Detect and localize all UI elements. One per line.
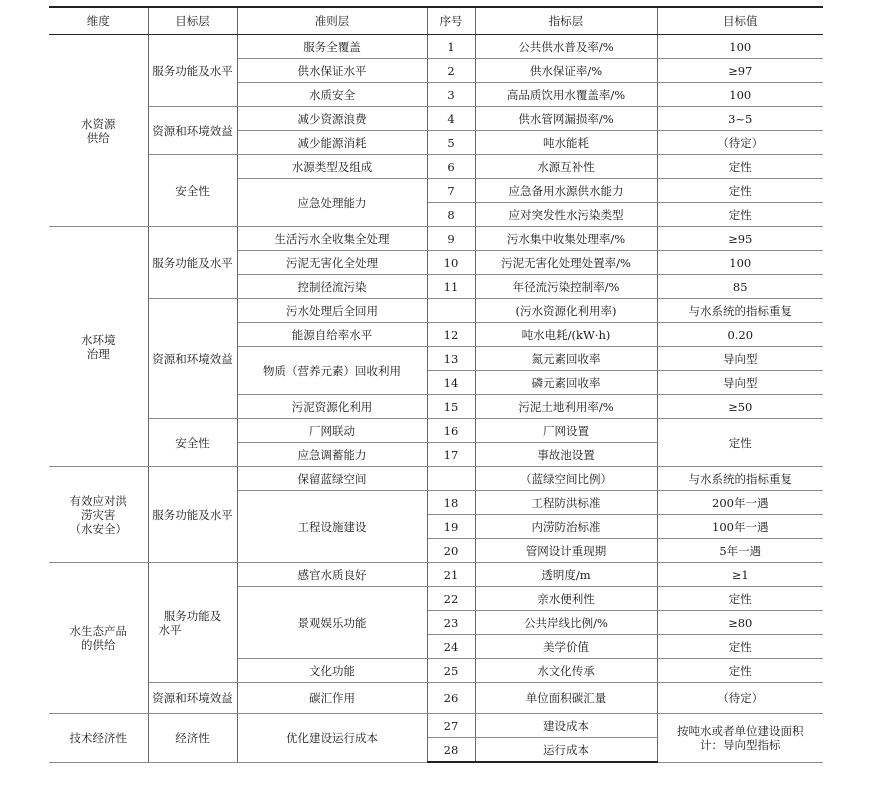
target-cell: 定性 bbox=[657, 635, 823, 659]
dimension-line: 治理 bbox=[86, 346, 110, 361]
criterion-cell: 供水保证水平 bbox=[237, 59, 427, 83]
indicator-cell: 磷元素回收率 bbox=[475, 371, 657, 395]
indicator-cell: 建设成本 bbox=[475, 714, 657, 738]
target-cell: ≥1 bbox=[657, 563, 823, 587]
seq-cell: 22 bbox=[427, 587, 475, 611]
criterion-cell: 减少能源消耗 bbox=[237, 131, 427, 155]
target-cell: 与水系统的指标重复 bbox=[657, 299, 823, 323]
header-dimension: 维度 bbox=[49, 7, 148, 35]
indicator-cell: 供水保证率/% bbox=[475, 59, 657, 83]
indicator-cell: 厂网设置 bbox=[475, 419, 657, 443]
criterion-cell: 工程设施建设 bbox=[237, 491, 427, 563]
seq-cell: 1 bbox=[427, 35, 475, 59]
dimension-cell bbox=[49, 714, 148, 763]
target-cell: 100年一遇 bbox=[657, 515, 823, 539]
criterion-cell: 文化功能 bbox=[237, 659, 427, 683]
indicator-cell: 运行成本 bbox=[475, 738, 657, 763]
dimension-line: 技术经济性 bbox=[69, 730, 127, 745]
indicator-cell: 高品质饮用水覆盖率/% bbox=[475, 83, 657, 107]
indicator-cell: 事故池设置 bbox=[475, 443, 657, 467]
criterion-cell: 物质（营养元素）回收利用 bbox=[237, 347, 427, 395]
seq-cell: 23 bbox=[427, 611, 475, 635]
header-target-value: 目标值 bbox=[657, 7, 823, 35]
criterion-cell: 优化建设运行成本 bbox=[237, 714, 427, 763]
target-cell: 100 bbox=[657, 83, 823, 107]
seq-cell: 11 bbox=[427, 275, 475, 299]
criterion-cell: 减少资源浪费 bbox=[237, 107, 427, 131]
goal-line: 水平 bbox=[158, 622, 182, 637]
indicator-cell: 吨水能耗 bbox=[475, 131, 657, 155]
indicator-cell: 吨水电耗/(kW·h) bbox=[475, 323, 657, 347]
indicator-cell: 水源互补性 bbox=[475, 155, 657, 179]
target-cell: 0.20 bbox=[657, 323, 823, 347]
target-cell: 定性 bbox=[657, 659, 823, 683]
seq-cell: 25 bbox=[427, 659, 475, 683]
target-cell: 100 bbox=[657, 251, 823, 275]
indicator-cell: （蓝绿空间比例） bbox=[475, 467, 657, 491]
goal-cell: 资源和环境效益 bbox=[148, 299, 237, 419]
criterion-cell: 应急调蓄能力 bbox=[237, 443, 427, 467]
indicator-cell: 污泥土地利用率/% bbox=[475, 395, 657, 419]
target-cell: 定性 bbox=[657, 179, 823, 203]
seq-cell: 13 bbox=[427, 347, 475, 371]
header-indicator-layer: 指标层 bbox=[475, 7, 657, 35]
seq-cell: 10 bbox=[427, 251, 475, 275]
indicator-cell: 水文化传承 bbox=[475, 659, 657, 683]
target-cell: 3~5 bbox=[657, 107, 823, 131]
table-row bbox=[49, 419, 823, 443]
seq-cell: 2 bbox=[427, 59, 475, 83]
indicator-cell: 公共岸线比例/% bbox=[475, 611, 657, 635]
seq-cell: 18 bbox=[427, 491, 475, 515]
table-header-row bbox=[49, 7, 823, 35]
goal-cell: 安全性 bbox=[148, 419, 237, 467]
seq-cell: 28 bbox=[427, 738, 475, 763]
seq-cell: 3 bbox=[427, 83, 475, 107]
dimension-line: 水环境 bbox=[81, 332, 116, 347]
target-cell: 定性 bbox=[657, 419, 823, 467]
target-cell: 导向型 bbox=[657, 371, 823, 395]
table-row bbox=[49, 227, 823, 251]
goal-cell: 经济性 bbox=[148, 714, 237, 763]
dimension-cell bbox=[49, 227, 148, 467]
criterion-cell: 感官水质良好 bbox=[237, 563, 427, 587]
indicator-cell: 应急备用水源供水能力 bbox=[475, 179, 657, 203]
header-goal-layer: 目标层 bbox=[148, 7, 237, 35]
dimension-line: 水生态产品 bbox=[69, 624, 127, 638]
dimension-line: 的供给 bbox=[81, 638, 116, 652]
goal-cell: 服务功能及水平 bbox=[148, 467, 237, 563]
seq-cell bbox=[427, 299, 475, 323]
target-cell: ≥50 bbox=[657, 395, 823, 419]
seq-cell: 6 bbox=[427, 155, 475, 179]
seq-cell: 15 bbox=[427, 395, 475, 419]
target-cell: 与水系统的指标重复 bbox=[657, 467, 823, 491]
target-cell: 5年一遇 bbox=[657, 539, 823, 563]
target-cell: ≥80 bbox=[657, 611, 823, 635]
table-row bbox=[49, 155, 823, 179]
indicator-cell: 管网设计重现期 bbox=[475, 539, 657, 563]
seq-cell: 20 bbox=[427, 539, 475, 563]
dimension-line: 有效应对洪 bbox=[69, 493, 127, 508]
indicator-cell: 工程防洪标准 bbox=[475, 491, 657, 515]
indicator-table bbox=[49, 6, 823, 763]
indicator-cell: 污泥无害化处理处置率/% bbox=[475, 251, 657, 275]
header-seq: 序号 bbox=[427, 7, 475, 35]
seq-cell: 17 bbox=[427, 443, 475, 467]
seq-cell bbox=[427, 467, 475, 491]
criterion-cell: 生活污水全收集全处理 bbox=[237, 227, 427, 251]
indicator-cell: 污水集中收集处理率/% bbox=[475, 227, 657, 251]
seq-cell: 27 bbox=[427, 714, 475, 738]
criterion-cell: 应急处理能力 bbox=[237, 179, 427, 227]
table-row bbox=[49, 467, 823, 491]
criterion-cell: 控制径流污染 bbox=[237, 275, 427, 299]
criterion-cell: 水源类型及组成 bbox=[237, 155, 427, 179]
target-cell: （待定） bbox=[657, 683, 823, 714]
indicator-cell: 单位面积碳汇量 bbox=[475, 683, 657, 714]
target-cell: ≥97 bbox=[657, 59, 823, 83]
criterion-cell: 污泥资源化利用 bbox=[237, 395, 427, 419]
target-cell bbox=[657, 714, 823, 763]
criterion-cell: 能源自给率水平 bbox=[237, 323, 427, 347]
target-cell: 导向型 bbox=[657, 347, 823, 371]
criterion-cell: 碳汇作用 bbox=[237, 683, 427, 714]
table-row bbox=[49, 683, 823, 714]
dimension-line: 供给 bbox=[86, 130, 110, 145]
criterion-cell: 保留蓝绿空间 bbox=[237, 467, 427, 491]
seq-cell: 4 bbox=[427, 107, 475, 131]
target-cell: 85 bbox=[657, 275, 823, 299]
seq-cell: 7 bbox=[427, 179, 475, 203]
indicator-cell: 氮元素回收率 bbox=[475, 347, 657, 371]
indicator-cell: 公共供水普及率/% bbox=[475, 35, 657, 59]
seq-cell: 12 bbox=[427, 323, 475, 347]
indicator-cell: (污水资源化利用率) bbox=[475, 299, 657, 323]
table-row bbox=[49, 299, 823, 323]
target-cell: 定性 bbox=[657, 155, 823, 179]
seq-cell: 26 bbox=[427, 683, 475, 714]
target-cell: 定性 bbox=[657, 203, 823, 227]
header-criterion-layer: 准则层 bbox=[237, 7, 427, 35]
criterion-cell: 污水处理后全回用 bbox=[237, 299, 427, 323]
indicator-cell: 亲水便利性 bbox=[475, 587, 657, 611]
seq-cell: 9 bbox=[427, 227, 475, 251]
target-cell: 200年一遇 bbox=[657, 491, 823, 515]
table-row bbox=[49, 563, 823, 587]
indicator-cell: 内涝防治标准 bbox=[475, 515, 657, 539]
goal-cell bbox=[148, 563, 237, 683]
table-row bbox=[49, 714, 823, 738]
indicator-table-container bbox=[49, 6, 823, 763]
target-line: 按吨水或者单位建设面积 bbox=[677, 723, 804, 738]
dimension-cell bbox=[49, 467, 148, 563]
seq-cell: 14 bbox=[427, 371, 475, 395]
table-row bbox=[49, 35, 823, 59]
goal-line: 服务功能及 bbox=[163, 608, 222, 623]
indicator-cell: 供水管网漏损率/% bbox=[475, 107, 657, 131]
seq-cell: 21 bbox=[427, 563, 475, 587]
indicator-cell: 美学价值 bbox=[475, 635, 657, 659]
criterion-cell: 景观娱乐功能 bbox=[237, 587, 427, 659]
goal-cell: 服务功能及水平 bbox=[148, 35, 237, 107]
dimension-line: 涝灾害 bbox=[81, 507, 116, 522]
indicator-cell: 应对突发性水污染类型 bbox=[475, 203, 657, 227]
criterion-cell: 污泥无害化全处理 bbox=[237, 251, 427, 275]
target-cell: 定性 bbox=[657, 587, 823, 611]
seq-cell: 8 bbox=[427, 203, 475, 227]
dimension-cell bbox=[49, 563, 148, 714]
criterion-cell: 厂网联动 bbox=[237, 419, 427, 443]
seq-cell: 5 bbox=[427, 131, 475, 155]
target-line: 计：导向型指标 bbox=[700, 737, 781, 752]
table-row bbox=[49, 107, 823, 131]
seq-cell: 16 bbox=[427, 419, 475, 443]
seq-cell: 24 bbox=[427, 635, 475, 659]
dimension-line: 水资源 bbox=[81, 116, 116, 131]
dimension-cell bbox=[49, 35, 148, 227]
goal-cell: 服务功能及水平 bbox=[148, 227, 237, 299]
goal-cell: 资源和环境效益 bbox=[148, 683, 237, 714]
indicator-cell: 透明度/m bbox=[475, 563, 657, 587]
indicator-cell: 年径流污染控制率/% bbox=[475, 275, 657, 299]
target-cell: （待定） bbox=[657, 131, 823, 155]
goal-cell: 安全性 bbox=[148, 155, 237, 227]
dimension-line: （水安全） bbox=[69, 521, 127, 536]
goal-cell: 资源和环境效益 bbox=[148, 107, 237, 155]
seq-cell: 19 bbox=[427, 515, 475, 539]
target-cell: 100 bbox=[657, 35, 823, 59]
target-cell: ≥95 bbox=[657, 227, 823, 251]
criterion-cell: 水质安全 bbox=[237, 83, 427, 107]
criterion-cell: 服务全覆盖 bbox=[237, 35, 427, 59]
